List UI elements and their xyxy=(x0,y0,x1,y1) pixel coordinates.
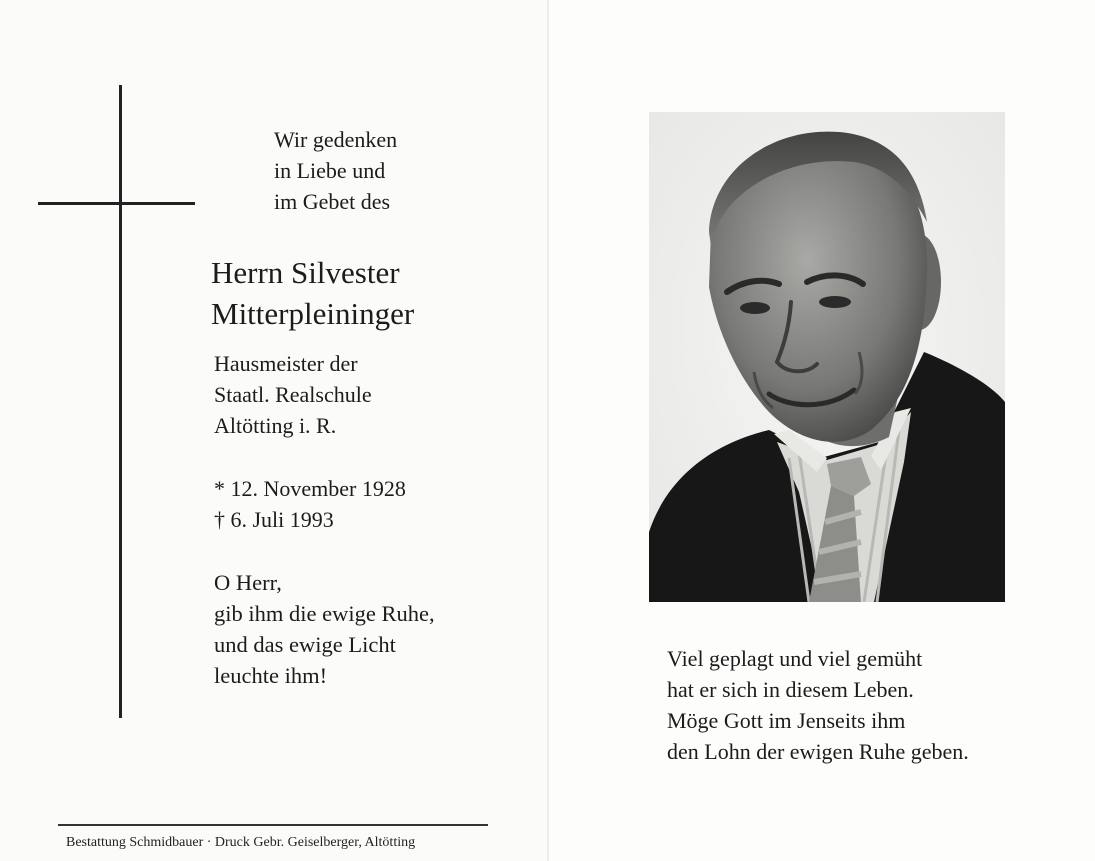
occupation xyxy=(214,348,372,441)
deceased-name xyxy=(211,252,414,334)
prayer-line: und das ewige Licht xyxy=(214,632,396,657)
footer-rule xyxy=(58,824,488,826)
occupation-line: Altötting i. R. xyxy=(214,413,337,438)
occupation-line: Staatl. Realschule xyxy=(214,382,372,407)
prayer-line: gib ihm die ewige Ruhe, xyxy=(214,601,435,626)
verse-line: hat er sich in diesem Leben. xyxy=(667,677,914,702)
portrait-photo xyxy=(649,112,1005,602)
cross-horizontal-bar xyxy=(38,202,195,205)
prayer-line: O Herr, xyxy=(214,570,282,595)
life-dates xyxy=(214,473,406,535)
occupation-line: Hausmeister der xyxy=(214,351,358,376)
intro-text xyxy=(274,124,397,217)
intro-line: in Liebe und xyxy=(274,158,386,183)
card-fold xyxy=(547,0,549,861)
death-date: † 6. Juli 1993 xyxy=(214,507,334,532)
prayer xyxy=(214,567,435,691)
intro-line: im Gebet des xyxy=(274,189,391,214)
name-line: Mitterpleininger xyxy=(211,296,415,331)
verse xyxy=(667,643,969,767)
birth-date: * 12. November 1928 xyxy=(214,476,406,501)
verse-line: Viel geplagt und viel gemüht xyxy=(667,646,923,671)
printer-credit: Bestattung Schmidbauer · Druck Gebr. Geiselberger, Altötting xyxy=(66,835,416,850)
cross-vertical-bar xyxy=(119,85,122,718)
verse-line: den Lohn der ewigen Ruhe geben. xyxy=(667,739,969,764)
verse-line: Möge Gott im Jenseits ihm xyxy=(667,708,906,733)
name-line: Herrn Silvester xyxy=(211,255,400,290)
intro-line: Wir gedenken xyxy=(274,127,398,152)
prayer-line: leuchte ihm! xyxy=(214,663,328,688)
